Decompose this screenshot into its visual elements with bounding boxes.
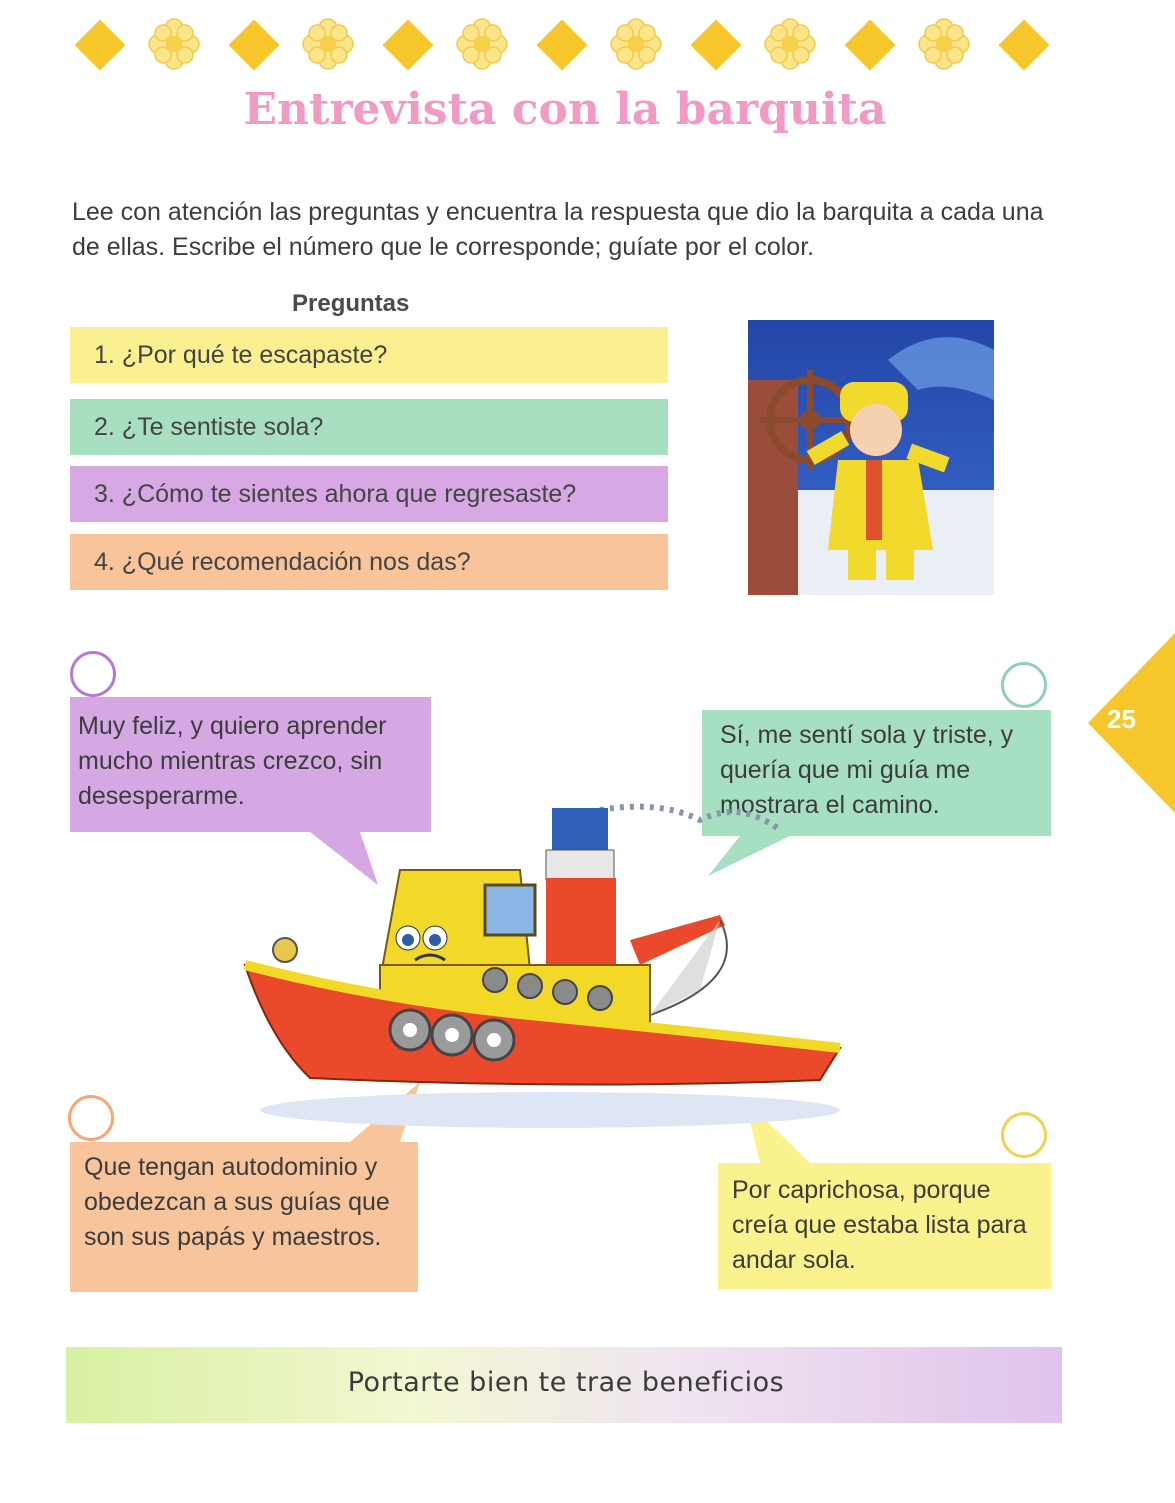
answer-bubble-yellow: Por caprichosa, porque creía que estaba lista para andar sola. [718, 1163, 1051, 1289]
flower-icon [300, 16, 356, 72]
answer-number-circle[interactable] [70, 651, 116, 697]
answer-bubble-orange: Que tengan autodominio y obedezcan a sus guías que son sus papás y maestros. [70, 1142, 418, 1292]
diamond-icon [383, 20, 434, 71]
diamond-icon [229, 20, 280, 71]
tugboat-illustration [230, 790, 850, 1130]
flower-icon [454, 16, 510, 72]
page-title: Entrevista con la barquita [243, 84, 887, 135]
questions-heading: Preguntas [292, 290, 410, 317]
diamond-icon [75, 20, 126, 71]
diamond-icon [845, 20, 896, 71]
diamond-icon [999, 20, 1050, 71]
diamond-icon [691, 20, 742, 71]
motto-text: Portarte bien te trae beneficios [347, 1367, 785, 1398]
boy-at-wheel-illustration [748, 320, 994, 595]
flower-icon [146, 16, 202, 72]
flower-icon [608, 16, 664, 72]
answer-bubble-purple: Muy feliz, y quiero aprender mucho mientras crezco, sin desesperarme. [70, 697, 431, 832]
answer-number-circle[interactable] [1001, 1112, 1047, 1158]
question-1: 1. ¿Por qué te escapaste? [70, 327, 668, 383]
page-number: 25 [1107, 704, 1136, 734]
flower-icon [916, 16, 972, 72]
instructions: Lee con atención las preguntas y encuentra la respuesta que dio la barquita a cada una de ellas. Escribe el número que le corresponde; guíate por el color. [72, 198, 1044, 261]
diamond-icon [537, 20, 588, 71]
answer-number-circle[interactable] [68, 1095, 114, 1141]
flower-icon [762, 16, 818, 72]
answer-number-circle[interactable] [1001, 662, 1047, 708]
question-2: 2. ¿Te sentiste sola? [70, 399, 668, 455]
question-3: 3. ¿Cómo te sientes ahora que regresaste? [70, 466, 668, 522]
question-4: 4. ¿Qué recomendación nos das? [70, 534, 668, 590]
answer-bubble-green: Sí, me sentí sola y triste, y quería que mi guía me mostrara el camino. [702, 710, 1051, 836]
decorative-border [68, 10, 1058, 80]
